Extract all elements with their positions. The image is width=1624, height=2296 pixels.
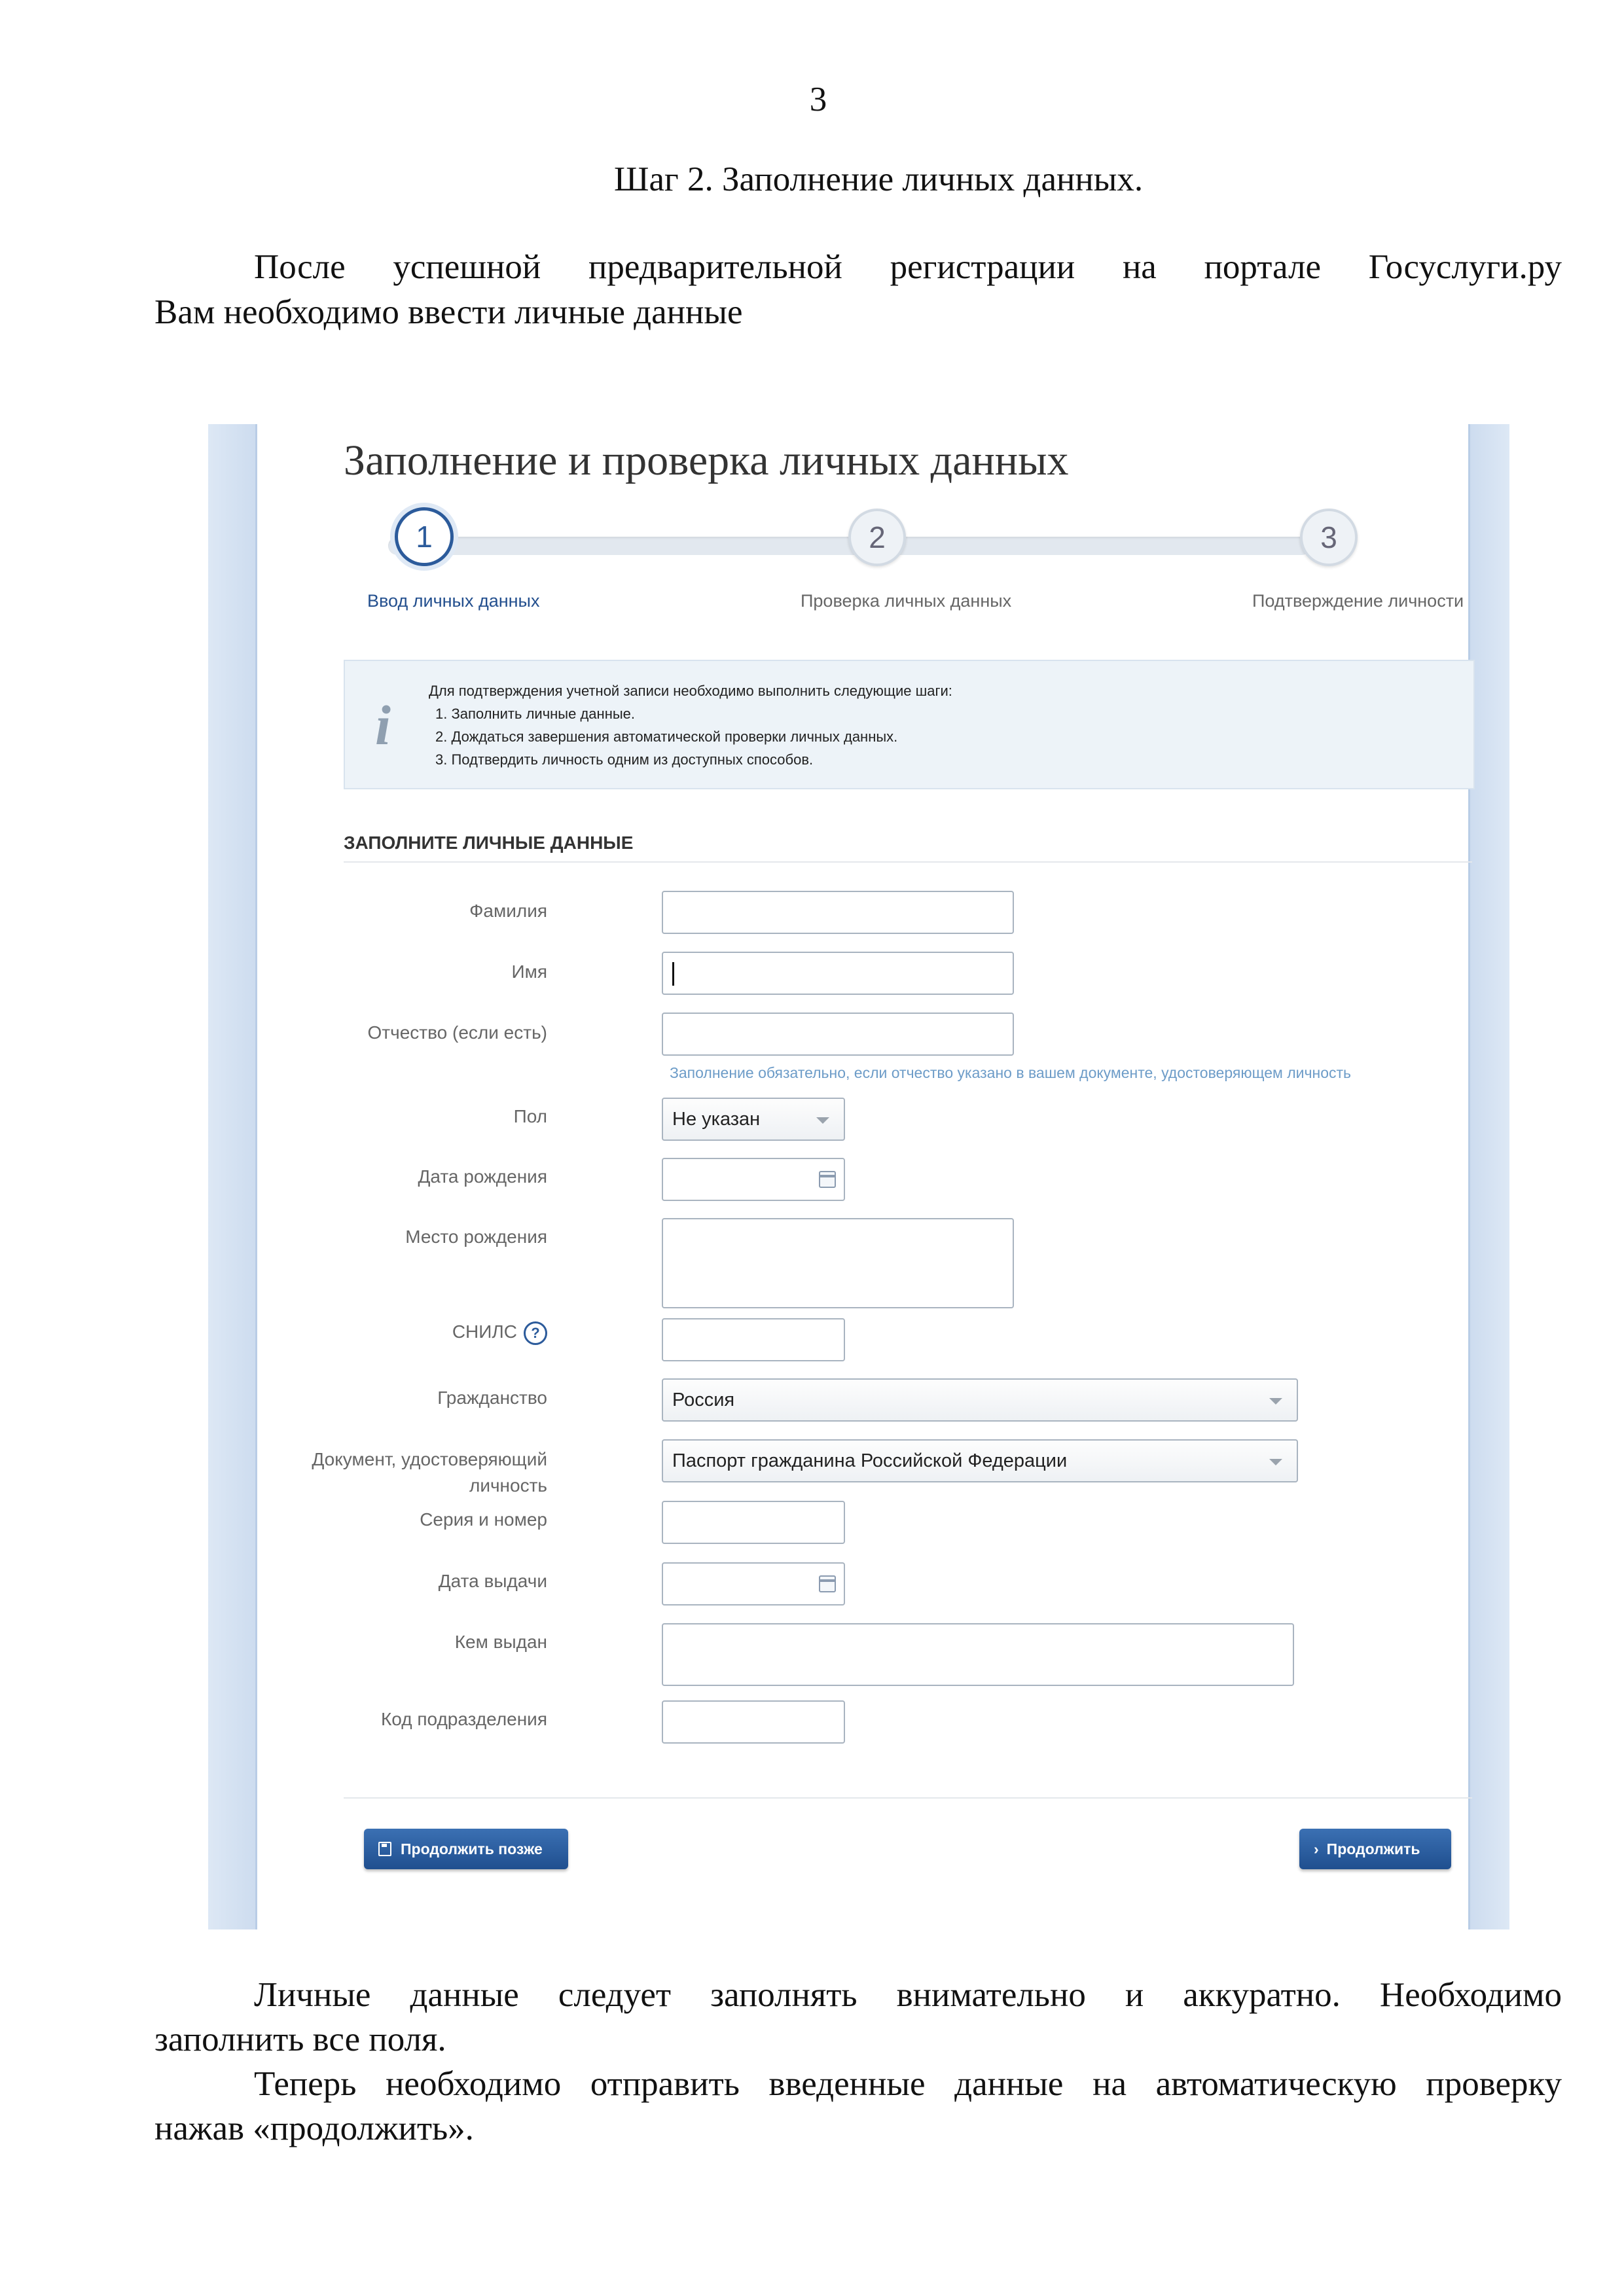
citizenship-select[interactable] (662, 1378, 1298, 1422)
section-divider (344, 861, 1472, 863)
document-label-line1: Документ, удостоверяющий (312, 1449, 547, 1469)
info-box (344, 660, 1475, 789)
info-item: 1. Заполнить личные данные. (435, 706, 636, 722)
step-1-label: Ввод личных данных (367, 591, 540, 611)
info-text (429, 679, 952, 771)
save-icon (378, 1842, 391, 1856)
info-icon: i (375, 694, 391, 757)
issued-by-textarea[interactable] (662, 1623, 1294, 1686)
name-label: Имя (511, 961, 547, 982)
info-item: 3. Подтвердить личность одним из доступных способов. (435, 751, 814, 768)
intro-line-2: Вам необходимо ввести личные данные (154, 293, 743, 331)
series-number-label: Серия и номер (420, 1509, 547, 1530)
calendar-icon[interactable] (819, 1575, 836, 1592)
page-number: 3 (809, 81, 827, 118)
document-select[interactable] (662, 1439, 1298, 1482)
surname-label: Фамилия (469, 901, 547, 921)
info-heading: Для подтверждения учетной записи необходимо выполнить следующие шаги: (429, 683, 952, 699)
patronymic-label: Отчество (если есть) (367, 1022, 547, 1043)
snils-label (452, 1321, 547, 1345)
patronymic-hint: Заполнение обязательно, если отчество указано в вашем документе, удостоверяющем личность (670, 1064, 1351, 1081)
chevron-down-icon (816, 1117, 829, 1124)
outro-p2-line2: нажав «продолжить». (154, 2109, 474, 2147)
outro-p1-line1: Личные данные следует заполнять внимательно и аккуратно. Необходимо (254, 1976, 1562, 2014)
document-value: Паспорт гражданина Российской Федерации (672, 1450, 1068, 1471)
intro-line-1: После успешной предварительной регистрации на портале Госуслуги.ру (254, 248, 1562, 286)
name-input[interactable] (662, 952, 1014, 995)
screen-title: Заполнение и проверка личных данных (344, 437, 1069, 484)
form-divider (344, 1797, 1472, 1799)
calendar-icon[interactable] (819, 1171, 836, 1188)
help-icon[interactable]: ? (524, 1321, 547, 1345)
step-1-circle: 1 (395, 507, 454, 566)
birth-place-textarea[interactable] (662, 1218, 1014, 1308)
birth-date-input[interactable] (662, 1158, 845, 1201)
gender-value: Не указан (672, 1109, 761, 1130)
step-2-circle: 2 (848, 509, 906, 566)
issue-date-input[interactable] (662, 1562, 845, 1605)
frame-left-edge (208, 424, 257, 1929)
text-cursor (672, 962, 674, 986)
issued-by-label: Кем выдан (454, 1632, 547, 1652)
outro-p1-line2: заполнить все поля. (154, 2020, 446, 2058)
birth-date-label: Дата рождения (418, 1166, 547, 1187)
step-2-label: Проверка личных данных (801, 591, 1012, 611)
section-title: ЗАПОЛНИТЕ ЛИЧНЫЕ ДАННЫЕ (344, 833, 634, 853)
division-code-label: Код подразделения (380, 1709, 547, 1729)
step-heading: Шаг 2. Заполнение личных данных. (614, 160, 1144, 198)
gender-select[interactable] (662, 1098, 845, 1141)
step-3-circle: 3 (1300, 509, 1358, 566)
outro-p2-line1: Теперь необходимо отправить введенные данные на автоматическую проверку (254, 2065, 1562, 2103)
gender-label: Пол (513, 1106, 547, 1126)
continue-button[interactable] (1299, 1829, 1451, 1869)
birth-place-label: Место рождения (405, 1227, 547, 1247)
info-item: 2. Дождаться завершения автоматической проверки личных данных. (435, 728, 898, 745)
division-code-input[interactable] (662, 1700, 845, 1744)
series-number-input[interactable] (662, 1501, 845, 1544)
chevron-down-icon (1269, 1459, 1282, 1465)
form-panel (257, 424, 1468, 1929)
continue-label: Продолжить (1326, 1840, 1420, 1857)
issue-date-label: Дата выдачи (438, 1571, 547, 1591)
screenshot-frame (208, 424, 1509, 1929)
citizenship-label: Гражданство (437, 1388, 547, 1408)
citizenship-value: Россия (672, 1390, 735, 1410)
snils-label-text: СНИЛС (452, 1321, 517, 1342)
frame-right-edge (1468, 424, 1509, 1929)
patronymic-input[interactable] (662, 1013, 1014, 1056)
document-label (312, 1446, 547, 1499)
chevron-down-icon (1269, 1398, 1282, 1405)
step-3-label: Подтверждение личности (1252, 591, 1464, 611)
chevron-right-icon: › (1314, 1840, 1319, 1857)
snils-input[interactable] (662, 1318, 845, 1361)
document-label-line2: личность (469, 1475, 547, 1496)
continue-later-button[interactable] (364, 1829, 568, 1869)
surname-input[interactable] (662, 891, 1014, 934)
continue-later-label: Продолжить позже (401, 1840, 543, 1857)
